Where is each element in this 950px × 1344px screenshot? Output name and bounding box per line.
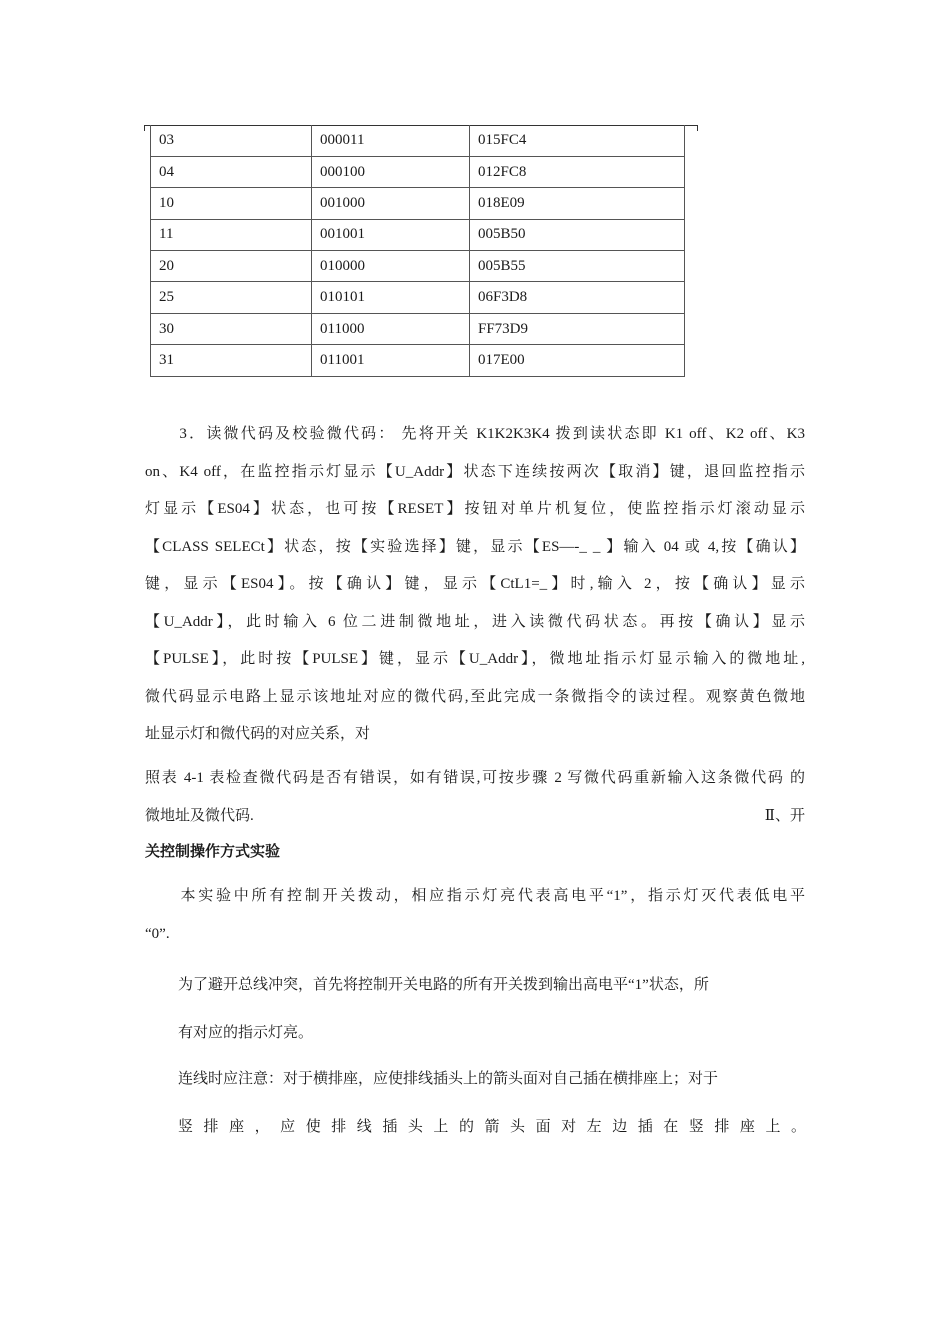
- microcode-value: 015FC4: [470, 125, 685, 156]
- table-row: [151, 125, 685, 156]
- table-row: [151, 282, 685, 313]
- micro-address-decimal: 31: [151, 345, 312, 376]
- step3-line: 3．读微代码及校验微代码： 先将开关 K1K2K3K4 拨到读状态即 K1 off、K2 off、K3: [145, 426, 805, 442]
- micro-address-decimal: 04: [151, 156, 312, 187]
- table-rule-left-tick: [144, 125, 145, 131]
- table-row: [151, 251, 685, 282]
- table-row: [151, 313, 685, 344]
- micro-address-binary: 011000: [312, 313, 470, 344]
- step3-line: 址显示灯和微代码的对应关系，对: [145, 726, 371, 742]
- microcode-value: 005B55: [470, 251, 685, 282]
- table-row: [151, 188, 685, 219]
- micro-address-binary: 000100: [312, 156, 470, 187]
- micro-address-decimal: 30: [151, 313, 312, 344]
- microcode-value: 017E00: [470, 345, 685, 376]
- wiring-line: 连线时应注意：对于横排座，应使排线插头上的箭头面对自己插在横排座上；对于: [178, 1071, 719, 1087]
- table-row: [151, 219, 685, 250]
- micro-address-decimal: 10: [151, 188, 312, 219]
- section2-number: Ⅱ、开: [764, 807, 805, 824]
- micro-address-decimal: 25: [151, 282, 312, 313]
- avoid-line: 为了避开总线冲突，首先将控制开关电路的所有开关拨到输出高电平“1”状态，所: [178, 977, 709, 993]
- microcode-value: FF73D9: [470, 313, 685, 344]
- table-rule-right-tick: [697, 125, 698, 131]
- microcode-table: [150, 125, 685, 377]
- micro-address-binary: 000011: [312, 125, 470, 156]
- intro-line: “0”.: [145, 925, 170, 942]
- step3-line: on、K4 off，在监控指示灯显示【U_Addr】状态下连续按两次【取消】键，退回监控指示: [145, 463, 805, 480]
- avoid-line: 有对应的指示灯亮。: [178, 1025, 314, 1041]
- table-row: [151, 156, 685, 187]
- micro-address-decimal: 11: [151, 219, 312, 250]
- micro-address-decimal: 20: [151, 251, 312, 282]
- microcode-value: 06F3D8: [470, 282, 685, 313]
- micro-address-binary: 001001: [312, 219, 470, 250]
- micro-address-binary: 010101: [312, 282, 470, 313]
- wiring-note-paragraph: [178, 1055, 806, 1151]
- table-row: [151, 345, 685, 376]
- microcode-value: 012FC8: [470, 156, 685, 187]
- wiring-line: 竖排座，应使排线插头上的箭头面对左边插在竖排座上。: [178, 1119, 806, 1135]
- step3-line: 键，显示【ES04】。按【确认】键，显示【CtL1=_】时,输入 2，按【确认】显示: [145, 576, 805, 592]
- microcode-value: 018E09: [470, 188, 685, 219]
- check-line: 照表 4-1 表检查微代码是否有错误，如有错误,可按步骤 2 写微代码重新输入这条微代码 的: [145, 770, 805, 786]
- section2-heading: 关控制操作方式实验: [145, 844, 281, 860]
- check-paragraph: [145, 760, 805, 835]
- step3-line: 【U_Addr】，此时输入 6 位二进制微地址，进入读微代码状态。再按【确认】显示: [145, 613, 805, 630]
- step3-line: 【CLASS SELECt】状态，按【实验选择】键，显示【ES—-_ _ 】输入 04 或 4,按【确认】: [145, 538, 805, 555]
- microcode-table-region: [144, 125, 698, 389]
- check-line-end: 微地址及微代码.: [145, 807, 254, 824]
- micro-address-binary: 010000: [312, 251, 470, 282]
- step3-line: 【PULSE】，此时按【PULSE】键，显示【U_Addr】，微地址指示灯显示输入的微地址,: [145, 651, 805, 667]
- intro-line: 本实验中所有控制开关拨动，相应指示灯亮代表高电平“1”，指示灯灭代表低电平: [145, 888, 805, 904]
- microcode-value: 005B50: [470, 219, 685, 250]
- avoid-conflict-paragraph: [178, 961, 798, 1057]
- intro-paragraph: [145, 878, 805, 953]
- micro-address-decimal: 03: [151, 125, 312, 156]
- step3-line: 灯显示【ES04】状态，也可按【RESET】按钮对单片机复位，使监控指示灯滚动显示: [145, 501, 805, 517]
- step3-line: 微代码显示电路上显示该地址对应的微代码,至此完成一条微指令的读过程。观察黄色微地: [145, 688, 805, 705]
- micro-address-binary: 001000: [312, 188, 470, 219]
- micro-address-binary: 011001: [312, 345, 470, 376]
- step3-paragraph: [145, 416, 805, 754]
